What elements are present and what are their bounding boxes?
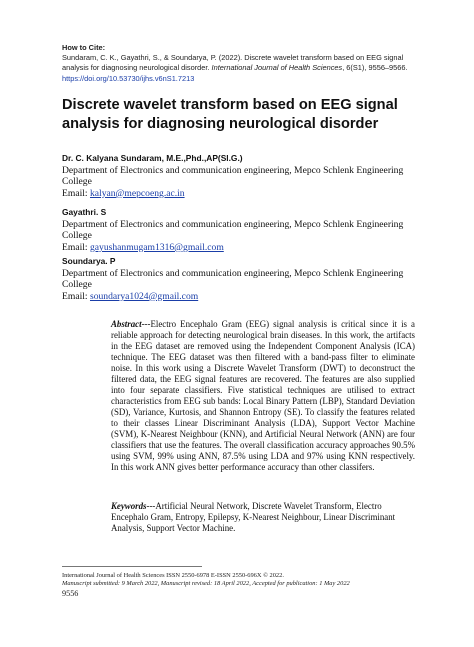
author-email-link[interactable]: gayushanmugam1316@gmail.com <box>89 241 224 253</box>
paper-title: Discrete wavelet transform based on EEG signal analysis for diagnosing neurological disorder <box>62 97 398 132</box>
keywords-label: Keywords--- <box>111 501 156 511</box>
author-email-link[interactable]: soundarya1024@gmail.com <box>89 290 199 302</box>
journal-issn: International Journal of Health Sciences ISSN 2550-6978 E-ISSN 2550-696X © 2022. <box>62 572 284 579</box>
page-number: 9556 <box>62 589 79 598</box>
author-name: Gayathri. S <box>62 207 107 217</box>
author-email-line <box>62 291 422 303</box>
manuscript-dates: Manuscript submitted: 9 March 2022, Manuscript revised: 18 April 2022, Accepted for publication: 1 May 2022 <box>62 580 350 588</box>
abstract-text: Electro Encephalo Gram (EEG) signal analysis is critical since it is a reliable approach for detecting neurological brain diseases. In this work, the artifacts in the EEG dataset are removed using the Independent Component Analysis (ICA) technique. The EEG dataset was then filtered with a band-pass filter to eliminate noise. In this work using a Discrete Wavelet Transform (DWT) to deconstruct the filtered data, the EEG signal features are recovered. The features are also supplied into four separate classifiers. Five statistical techniques are utilised to extract characteristics from EEG sub bands: Local Binary Pattern (LBP), Standard Deviation (SD), Variance, Kurtosis, and Shannon Entropy (SE). To classify the features related to their classes Linear Discriminant Analysis (LDA), Support Vector Machine (SVM), K-Nearest Neighbour (KNN), and Artificial Neural Network (ANN) are four classifiers that use the features. The overall classification accuracy approaches 90.5% using SVM, 99% using ANN, 87.5% using LDA and 97% using KNN respectively. In this work ANN gives better performance accuracy than other classifers. <box>111 319 415 472</box>
author-name: Soundarya. P <box>62 256 116 266</box>
citation-journal: International Journal of Health Sciences <box>211 63 343 73</box>
journal-footer <box>62 572 422 589</box>
email-label: Email: <box>62 187 90 199</box>
author-name: Dr. C. Kalyana Sundaram, M.E.,Phd.,AP(Sl.G.) <box>62 153 243 163</box>
author-email-link[interactable]: kalyan@mepcoeng.ac.in <box>89 187 185 199</box>
author-affiliation: Department of Electronics and communication engineering, Mepco Schlenk Engineering College <box>62 218 404 242</box>
email-label: Email: <box>62 241 90 253</box>
doi-link[interactable]: https://doi.org/10.53730/ijhs.v6nS1.7213 <box>62 73 195 83</box>
citation-authors-title: Sundaram, C. K., Gayathri, S., & Soundarya, P. (2022). Discrete wavelet transform based on EEG signal analysis for diagnosing neurological disorder. <box>62 53 404 73</box>
how-to-cite-heading: How to Cite: <box>62 43 106 52</box>
author-email-line <box>62 188 422 200</box>
author-block <box>62 207 422 253</box>
keywords <box>111 501 415 534</box>
abstract-label: Abstract--- <box>111 319 151 329</box>
keywords-text: Artificial Neural Network, Discrete Wavelet Transform, Electro Encephalo Gram, Entropy, Epilepsy, K-Nearest Neighbour, Linear Discriminant Analysis, Support Vector Machine. <box>111 501 396 533</box>
email-label: Email: <box>62 290 90 302</box>
author-email-line <box>62 242 422 254</box>
citation-volume: , 6(S1), 9556–9566. <box>342 63 408 73</box>
citation-text <box>62 53 418 84</box>
author-block <box>62 256 422 302</box>
author-affiliation: Department of Electronics and communication engineering, Mepco Schlenk Engineering College <box>62 267 404 291</box>
how-to-cite <box>62 43 418 84</box>
author-block <box>62 153 422 199</box>
abstract <box>111 319 415 473</box>
author-affiliation: Department of Electronics and communication engineering, Mepco Schlenk Engineering College <box>62 164 404 188</box>
footer-divider <box>62 566 202 567</box>
